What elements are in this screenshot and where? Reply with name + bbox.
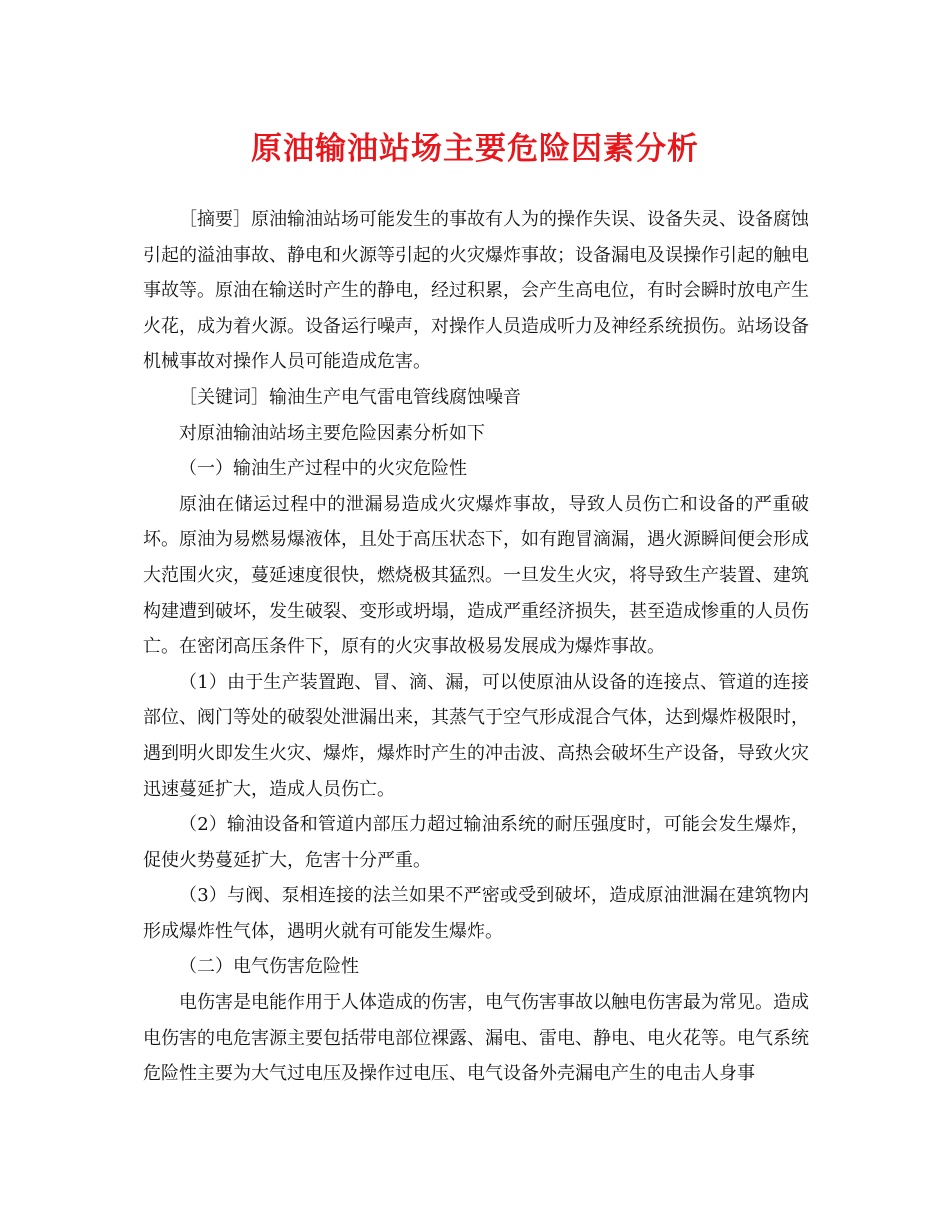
body-paragraph: 电伤害是电能作用于人体造成的伤害，电气伤害事故以触电伤害最为常见。造成电伤害的电危害源主要包括带电部位裸露、漏电、雷电、静电、电火花等。电气系统危险性主要为大气过电压及操作过电压、电气设备外壳漏电产生的电击人身事 [143,992,809,1085]
section-heading-electrical: （二）电气伤害危险性 [179,956,359,978]
section-heading-fire: （一）输油生产过程中的火灾危险性 [179,458,467,480]
list-item-1: （1）由于生产装置跑、冒、滴、漏，可以使原油从设备的连接点、管道的连接部位、阀门等处的破裂处泄漏出来，其蒸气于空气形成混合气体，达到爆炸极限时，遇到明火即发生火灾、爆炸，爆炸时产生的冲击波、高热会破坏生产设备，导致火灾迅速蔓延扩大，造成人员伤亡。 [143,671,809,800]
keywords-paragraph: ［关键词］输油生产电气雷电管线腐蚀噪音 [179,386,521,408]
body-paragraph: 原油在储运过程中的泄漏易造成火灾爆炸事故，导致人员伤亡和设备的严重破坏。原油为易燃易爆液体，且处于高压状态下，如有跑冒滴漏，遇火源瞬间便会形成大范围火灾，蔓延速度很快，燃烧极其猛烈。一旦发生火灾，将导致生产装置、建筑构建遭到破坏，发生破裂、变形或坍塌，造成严重经济损失，甚至造成惨重的人员伤亡。在密闭高压条件下，原有的火灾事故极易发展成为爆炸事故。 [143,493,809,658]
document-body [143,202,809,1092]
intro-line: 对原油输油站场主要危险因素分析如下 [179,422,485,444]
document-title: 原油输油站场主要危险因素分析 [251,131,699,167]
abstract-paragraph: ［摘要］原油输油站场可能发生的事故有人为的操作失误、设备失灵、设备腐蚀引起的溢油事故、静电和火源等引起的火灾爆炸事故；设备漏电及误操作引起的触电事故等。原油在输送时产生的静电，经过积累，会产生高电位，有时会瞬时放电产生火花，成为着火源。设备运行噪声，对操作人员造成听力及神经系统损伤。站场设备机械事故对操作人员可能造成危害。 [143,209,809,373]
list-item-2: （2）输油设备和管道内部压力超过输油系统的耐压强度时，可能会发生爆炸，促使火势蔓延扩大，危害十分严重。 [143,814,809,871]
list-item-3: （3）与阀、泵相连接的法兰如果不严密或受到破坏，造成原油泄漏在建筑物内形成爆炸性气体，遇明火就有可能发生爆炸。 [143,885,809,942]
